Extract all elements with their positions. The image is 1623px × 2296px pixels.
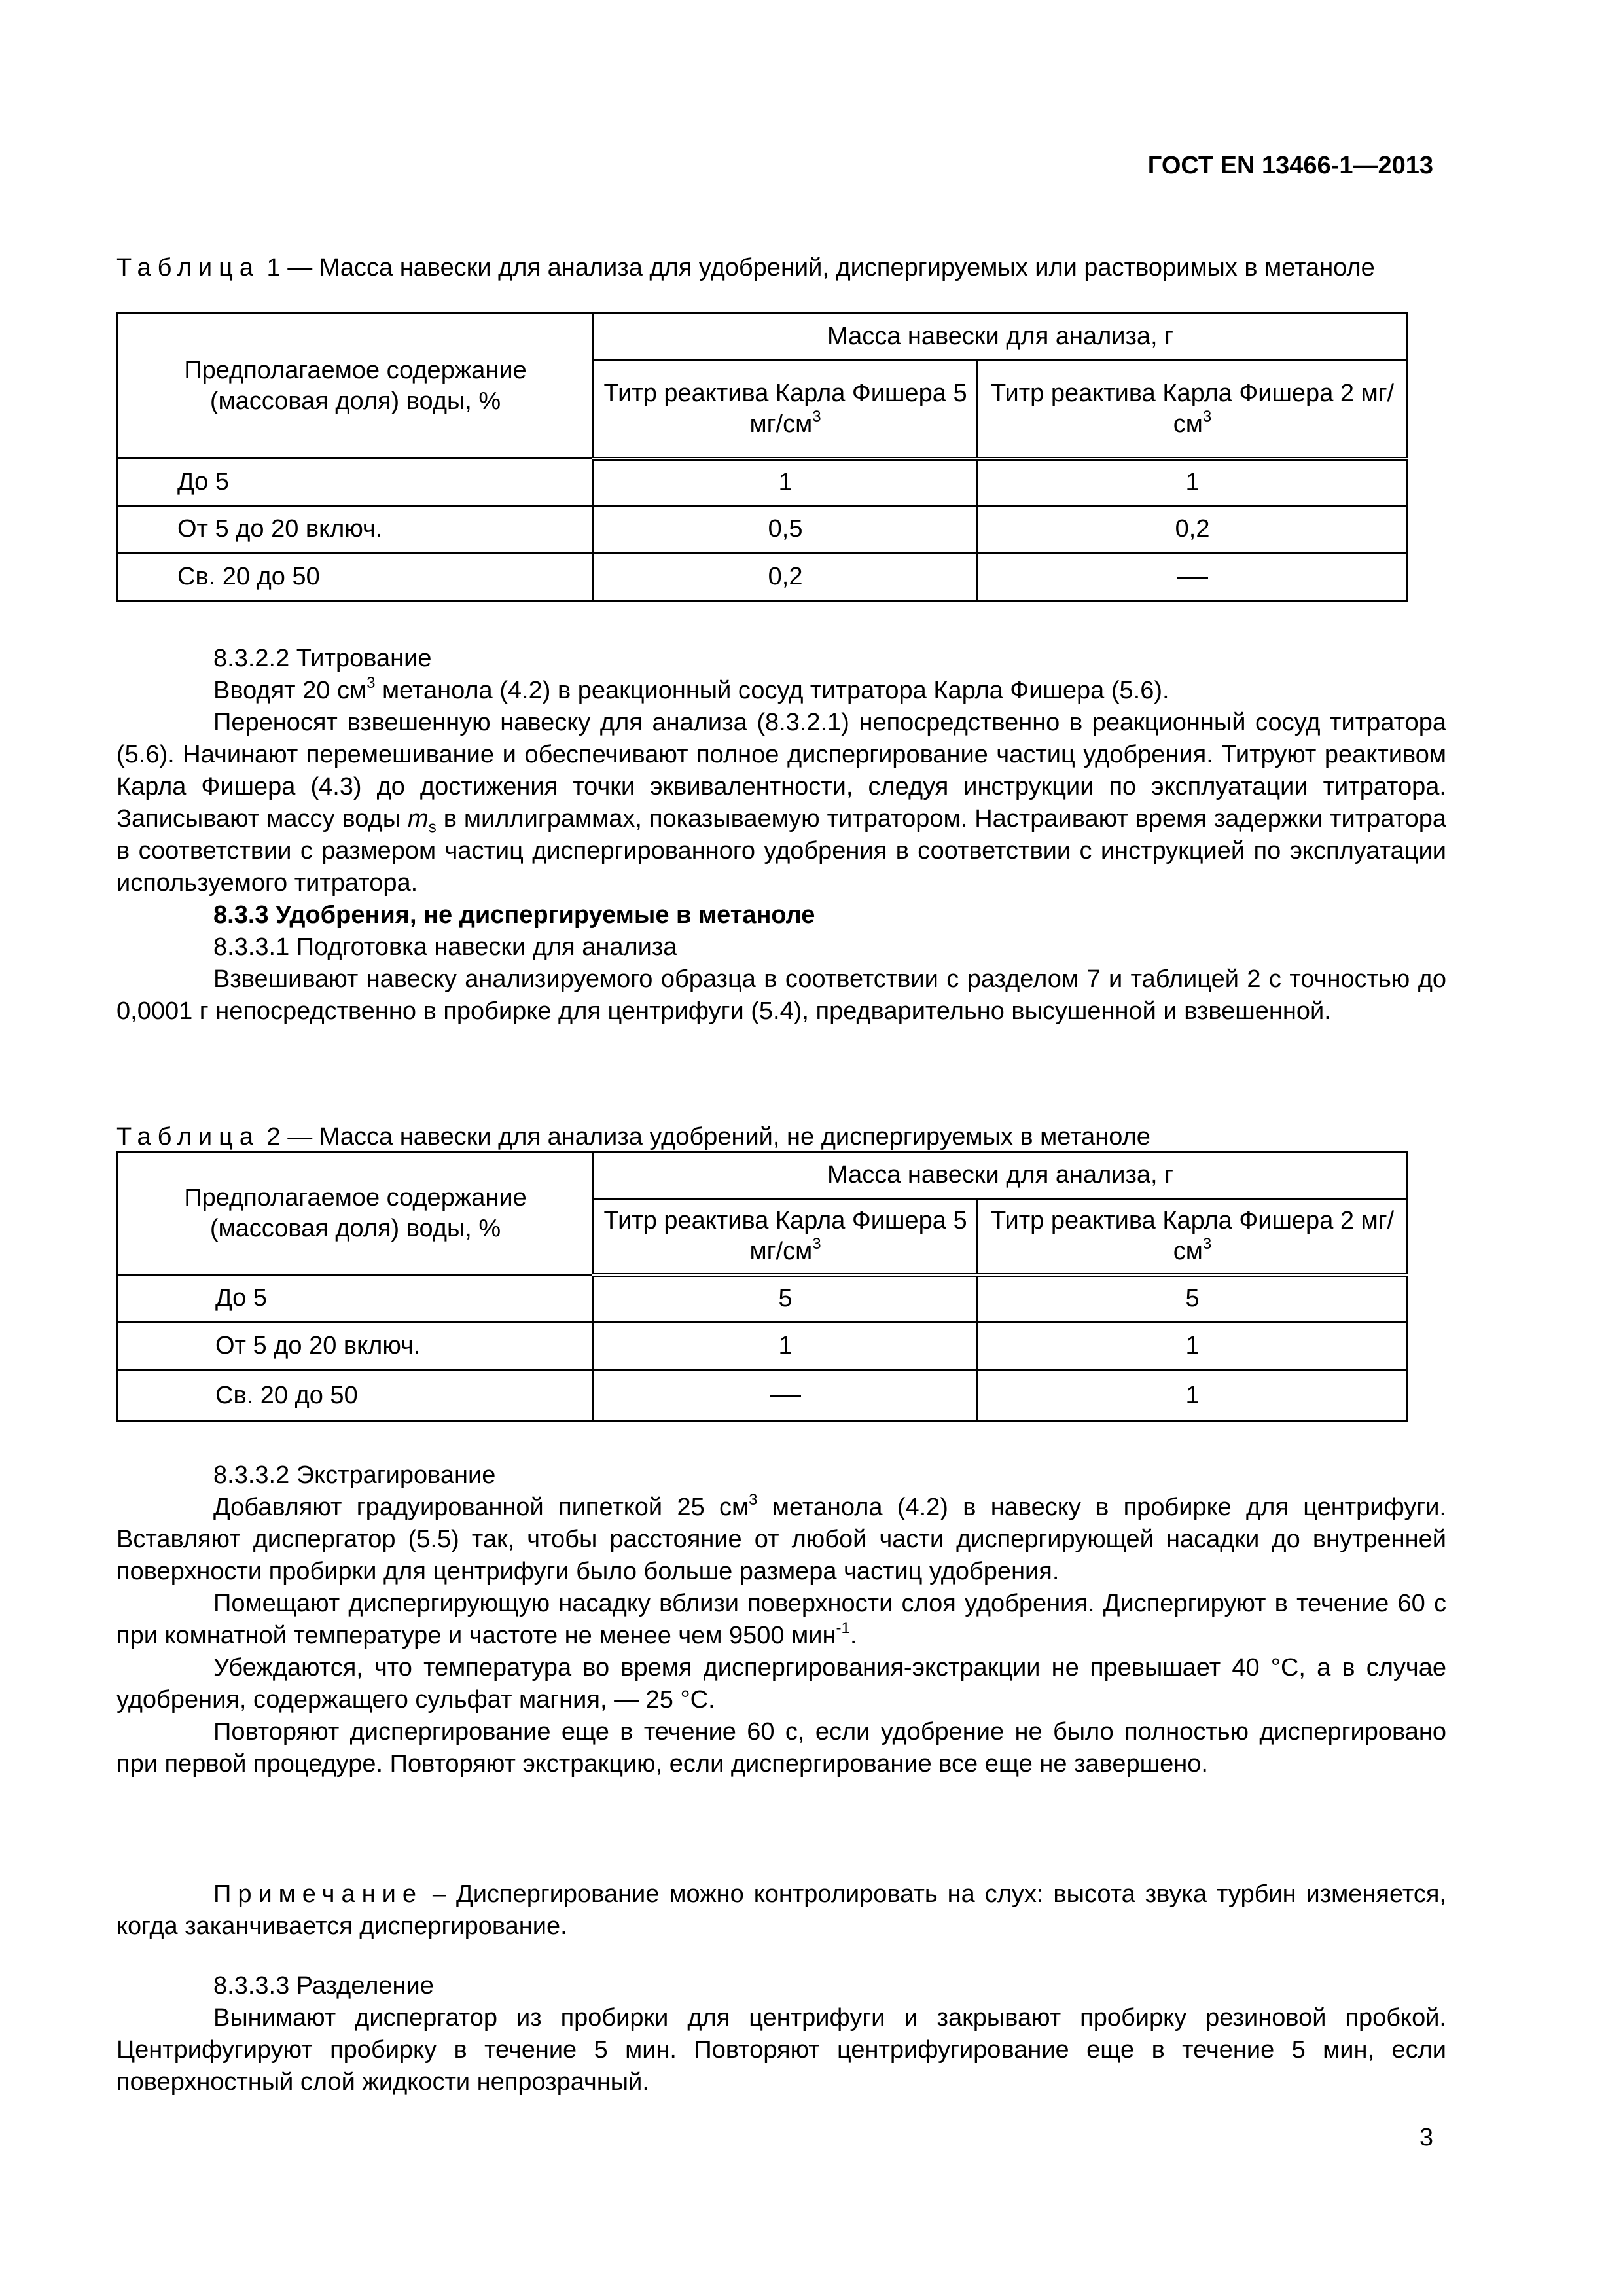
page-number: 3	[1419, 2124, 1433, 2151]
table-row: От 5 до 20 включ. 0,5 0,2	[118, 506, 1408, 553]
table2-col2-header: Титр реактива Карла Фишера 5 $мг/см^3$	[594, 1199, 978, 1275]
table-row: От 5 до 20 включ. 1 1	[118, 1322, 1408, 1371]
table2-col3-header: Титр реактива Карла Фишера 2 $мг/см^3$	[978, 1199, 1408, 1275]
note: Примечание – Диспергирование можно контролировать на слух: высота звука турбин изменяется, когда заканчивается диспергирование.	[116, 1880, 1446, 1940]
table1	[116, 312, 1408, 602]
section-8322: 8.3.2.2 Титрование Вводят 20 $см^3$ метанола (4.2) в реакционный сосуд титратора Карла Фишера (5.6). Переносят взвешенную навеску для анализа (8.3.2.1) непосредственно в реакционный сосуд титратора (5.6). Начинают перемешивание и обеспечивают полное диспергирование частиц удобрения. Титруют реактивом Карла Фишера (4.3) до достижения точки эквивалентности, следуя инструкции по эксплуатации титратора. Записывают массу воды $m_s$ в миллиграммах, показываемую титратором. Настраивают время задержки титратора в соответствии с размером частиц диспергированного удобрения в соответствии с инструкцией по эксплуатации используемого титратора. 8.3.3 Удобрения, не диспергируемые в метаноле 8.3.3.1 Подготовка навески для анализа Взвешивают навеску анализируемого образца в соответствии с разделом 7 и таблицей 2 с точностью до 0,0001 г непосредственно в пробирке для центрифуги (5.4), предварительно высушенной и взвешенной.	[116, 643, 1446, 1028]
table-row: До 5 5 5	[118, 1275, 1408, 1322]
section-8332: 8.3.3.2 Экстрагирование Добавляют градуированной пипеткой 25 $см^3$ метанола (4.2) в навеску в пробирке для центрифуги. Вставляют диспергатор (5.5) так, чтобы расстояние от любой части диспергирующей насадки до внутренней поверхности пробирки для центрифуги было больше размера частиц удобрения. Помещают диспергирующую насадку вблизи поверхности слоя удобрения. Диспергируют в течение 60 с при комнатной температуре и частоте не менее чем 9500 мин$^{-1}$. Убеждаются, что температура во время диспергирования-экстракции не превышает 40 °С, а в случае удобрения, содержащего сульфат магния, — 25 °С. Повторяют диспергирование еще в течение 60 с, если удобрение не было полностью диспергировано при первой процедуре. Повторяют экстракцию, если диспергирование все еще не завершено.	[116, 1460, 1446, 1780]
table1-col2-header: Титр реактива Карла Фишера 5 $мг/см^3$	[594, 361, 978, 459]
table1-col3-header: Титр реактива Карла Фишера 2 $мг/см^3$	[978, 361, 1408, 459]
table2-col1-header: Предполагаемое содержание (массовая доля) воды, %	[118, 1152, 594, 1275]
table2	[116, 1151, 1408, 1422]
section-title: 8.3.3.2 Экстрагирование	[213, 1462, 496, 1489]
section-title: 8.3.3.3 Разделение	[213, 1972, 434, 2000]
section-8333: 8.3.3.3 Разделение Вынимают диспергатор из пробирки для центрифуги и закрывают пробирку резиновой пробкой. Центрифугируют пробирку в течение 5 мин. Повторяют центрифугирование еще в течение 5 мин, если поверхностный слой жидкости непрозрачный.	[116, 1970, 1446, 2098]
table2-group-header: Масса навески для анализа, г	[594, 1152, 1408, 1199]
table-row: До 5 1 1	[118, 459, 1408, 506]
section-title: 8.3.2.2 Титрование	[213, 645, 432, 672]
table1-group-header: Масса навески для анализа, г	[594, 314, 1408, 361]
dash-mark	[770, 1395, 801, 1397]
section-title: 8.3.3 Удобрения, не диспергируемые в метаноле	[213, 901, 815, 929]
dash-mark	[1177, 577, 1208, 579]
table1-caption: Таблица 1 — Масса навески для анализа для удобрений, диспергируемых или растворимых в метаноле	[116, 254, 1375, 281]
table2-caption: Таблица 2 — Масса навески для анализа удобрений, не диспергируемых в метаноле	[116, 1123, 1150, 1151]
table-row: Св. 20 до 50 1	[118, 1371, 1408, 1422]
document-header: ГОСТ EN 13466-1—2013	[1147, 152, 1433, 179]
table1-col1-header: Предполагаемое содержание (массовая доля) воды, %	[118, 314, 594, 459]
table-row: Св. 20 до 50 0,2	[118, 553, 1408, 601]
